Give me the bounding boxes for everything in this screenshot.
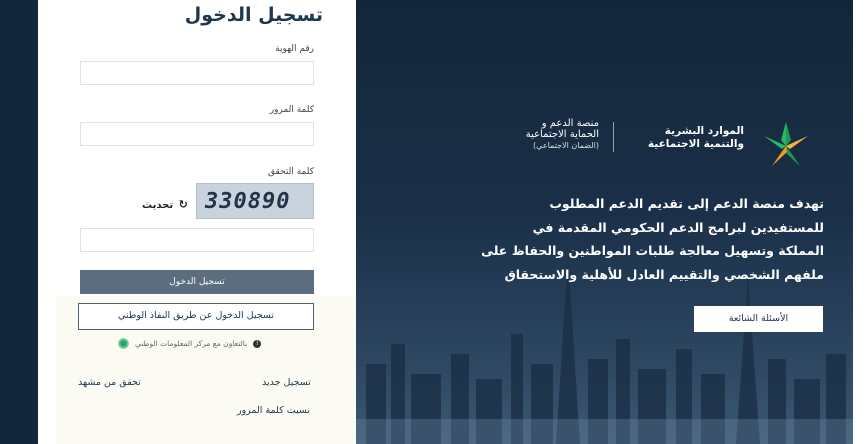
platform-name — [497, 118, 599, 151]
hero-description — [478, 192, 824, 286]
info-icon: ! — [253, 340, 261, 348]
password-label: كلمة المرور — [269, 105, 314, 115]
captcha-image — [196, 183, 314, 219]
id-number-label: رقم الهوية — [275, 44, 314, 54]
nic-logo-icon — [118, 338, 129, 349]
left-background-strip — [0, 0, 38, 444]
logo-divider — [613, 122, 614, 152]
hero-description-line-1: تهدف منصة الدعم إلى تقديم الدعم المطلوب — [549, 196, 824, 211]
platform-name-line-1: منصة الدعم و — [541, 118, 599, 129]
login-title: تسجيل الدخول — [184, 4, 323, 26]
hero-description-line-3: المملكة وتسهيل معالجة طلبات المواطنين والحفاظ على — [481, 243, 824, 258]
ministry-name-line-1: الموارد البشرية — [664, 125, 744, 137]
hero-description-line-4: ملفهم الشخصي والتقييم العادل للأهلية والاستحقاق — [504, 266, 824, 282]
captcha-input[interactable] — [80, 228, 314, 252]
captcha-refresh-button[interactable] — [142, 198, 188, 211]
password-input[interactable] — [80, 122, 314, 146]
login-button[interactable]: تسجيل الدخول — [80, 270, 314, 294]
cooperation-note — [118, 338, 261, 349]
captcha-label: كلمة التحقق — [268, 167, 314, 177]
right-background-strip — [853, 0, 865, 444]
ministry-name-line-2: والتنمية الاجتماعية — [647, 138, 744, 150]
id-number-input[interactable] — [80, 61, 314, 85]
platform-name-line-2: الحماية الاجتماعية — [525, 129, 599, 140]
cooperation-text: بالتعاون مع مركز المعلومات الوطني — [135, 339, 248, 348]
ministry-logo — [750, 120, 822, 172]
register-link[interactable]: تسجيل جديد — [262, 377, 311, 388]
verify-certificate-link[interactable]: تحقق من مشهد — [78, 377, 141, 388]
faq-button[interactable]: الأسئلة الشائعة — [694, 306, 823, 332]
refresh-icon: ↻ — [178, 198, 188, 211]
forgot-password-link[interactable]: نسيت كلمة المرور — [237, 405, 311, 416]
nafath-login-button[interactable]: تسجيل الدخول عن طريق النفاذ الوطني — [78, 303, 314, 330]
captcha-code: 330890 — [205, 189, 291, 214]
ministry-name — [632, 125, 744, 151]
platform-name-line-3: (الضمان الاجتماعي) — [533, 141, 599, 150]
hero-description-line-2: للمستفيدين لبرامج الدعم الحكومي المقدمة في — [532, 219, 824, 235]
refresh-label: تحديث — [142, 200, 174, 211]
